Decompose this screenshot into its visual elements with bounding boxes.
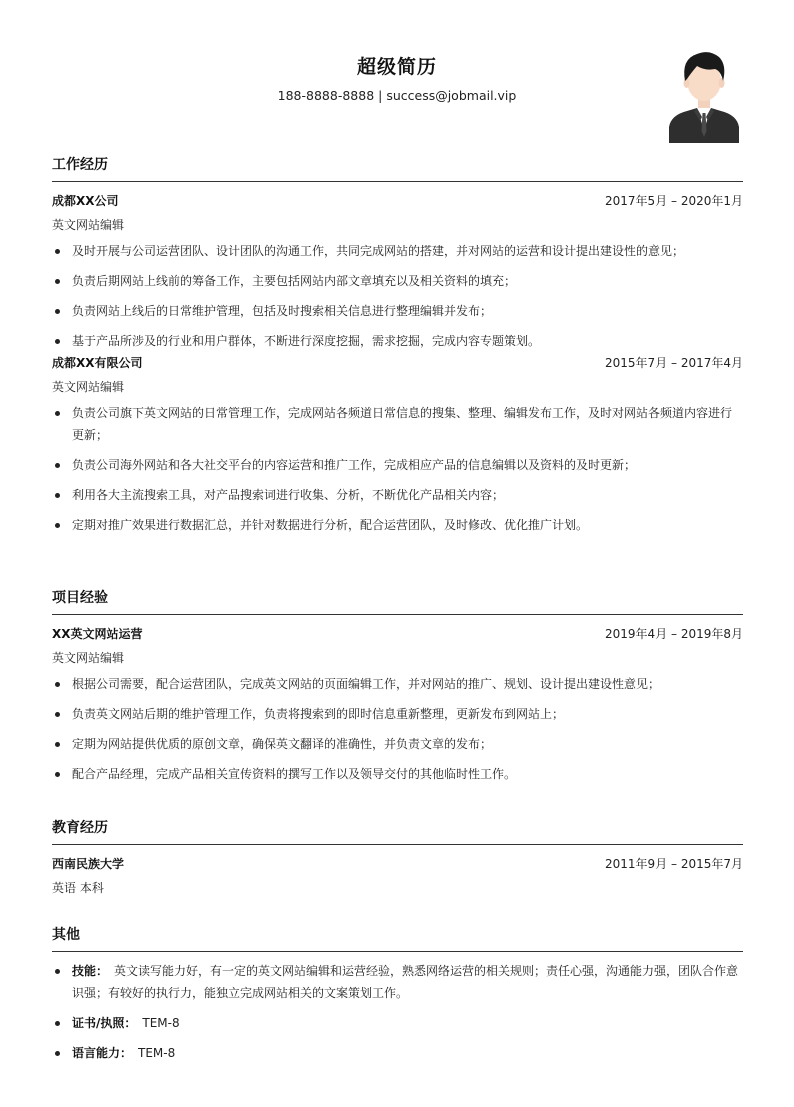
entry-head xyxy=(52,190,743,212)
language-text: TEM-8 xyxy=(138,1046,176,1060)
list-item: 配合产品经理，完成产品相关宣传资料的撰写工作以及领导交付的其他临时性工作。 xyxy=(52,763,743,785)
list-item: 根据公司需要，配合运营团队，完成英文网站的页面编辑工作，并对网站的推广、规划、设计提出建设性意见； xyxy=(52,673,743,695)
other-section xyxy=(52,923,743,1072)
date-range: 2017年5月 – 2020年1月 xyxy=(605,194,743,208)
list-item: 基于产品所涉及的行业和用户群体，不断进行深度挖掘，需求挖掘，完成内容专题策划。 xyxy=(52,330,743,352)
list-item: 定期为网站提供优质的原创文章，确保英文翻译的准确性，并负责文章的发布； xyxy=(52,733,743,755)
bullet-list xyxy=(52,402,743,536)
resume-header xyxy=(0,0,794,150)
list-item: 负责后期网站上线前的筹备工作，主要包括网站内部文章填充以及相关资料的填充； xyxy=(52,270,743,292)
skills-text: 英文读写能力好，有一定的英文网站编辑和运营经验，熟悉网络运营的相关规则；责任心强，沟通能力强，团队合作意识强；有较好的执行力，能独立完成网站相关的文案策划工作。 xyxy=(72,964,739,1000)
list-item: 负责网站上线后的日常维护管理，包括及时搜索相关信息进行整理编辑并发布； xyxy=(52,300,743,322)
entry-head xyxy=(52,352,743,374)
list-item: 及时开展与公司运营团队、设计团队的沟通工作，共同完成网站的搭建，并对网站的运营和设计提出建设性的意见； xyxy=(52,240,743,262)
project-name: XX英文网站运营 xyxy=(52,627,143,641)
list-item xyxy=(52,1042,743,1064)
work-entry xyxy=(52,190,743,352)
company-name: 成都XX公司 xyxy=(52,194,119,208)
section-title-work: 工作经历 xyxy=(52,153,743,182)
list-item: 负责公司海外网站和各大社交平台的内容运营和推广工作，完成相应产品的信息编辑以及资料的及时更新； xyxy=(52,454,743,476)
list-item: 定期对推广效果进行数据汇总，并针对数据进行分析，配合运营团队，及时修改、优化推广计划。 xyxy=(52,514,743,536)
list-item: 负责英文网站后期的维护管理工作，负责将搜索到的即时信息重新整理，更新发布到网站上； xyxy=(52,703,743,725)
date-range: 2011年9月 – 2015年7月 xyxy=(605,857,743,871)
education-section xyxy=(52,816,743,903)
date-range: 2015年7月 – 2017年4月 xyxy=(605,356,743,370)
bullet-list xyxy=(52,960,743,1064)
project-entry xyxy=(52,623,743,785)
entry-head xyxy=(52,853,743,875)
avatar-icon xyxy=(667,45,741,143)
work-entry xyxy=(52,352,743,536)
work-section xyxy=(52,153,743,544)
job-title: 英文网站编辑 xyxy=(52,218,125,232)
entry-head xyxy=(52,623,743,645)
section-title-other: 其他 xyxy=(52,923,743,952)
section-title-education: 教育经历 xyxy=(52,816,743,845)
contact-info: 188-8888-8888 | success@jobmail.vip xyxy=(277,88,517,103)
bullet-list xyxy=(52,673,743,785)
job-title: 英文网站编辑 xyxy=(52,380,125,394)
language-label: 语言能力： xyxy=(72,1046,133,1060)
date-range: 2019年4月 – 2019年8月 xyxy=(605,627,743,641)
bullet-list xyxy=(52,240,743,352)
section-title-project: 项目经验 xyxy=(52,586,743,615)
list-item xyxy=(52,960,743,1004)
list-item: 负责公司旗下英文网站的日常管理工作，完成网站各频道日常信息的搜集、整理、编辑发布工作，及时对网站各频道内容进行更新； xyxy=(52,402,743,446)
certificate-text: TEM-8 xyxy=(142,1016,180,1030)
candidate-name: 超级简历 xyxy=(356,56,437,78)
skills-label: 技能： xyxy=(72,964,109,978)
school-name: 西南民族大学 xyxy=(52,857,125,871)
project-role: 英文网站编辑 xyxy=(52,651,125,665)
list-item xyxy=(52,1012,743,1034)
project-section xyxy=(52,586,743,793)
education-entry xyxy=(52,853,743,899)
certificate-label: 证书/执照： xyxy=(72,1016,137,1030)
company-name: 成都XX有限公司 xyxy=(52,356,143,370)
list-item: 利用各大主流搜索工具，对产品搜索词进行收集、分析，不断优化产品相关内容； xyxy=(52,484,743,506)
degree: 英语 本科 xyxy=(52,881,104,895)
